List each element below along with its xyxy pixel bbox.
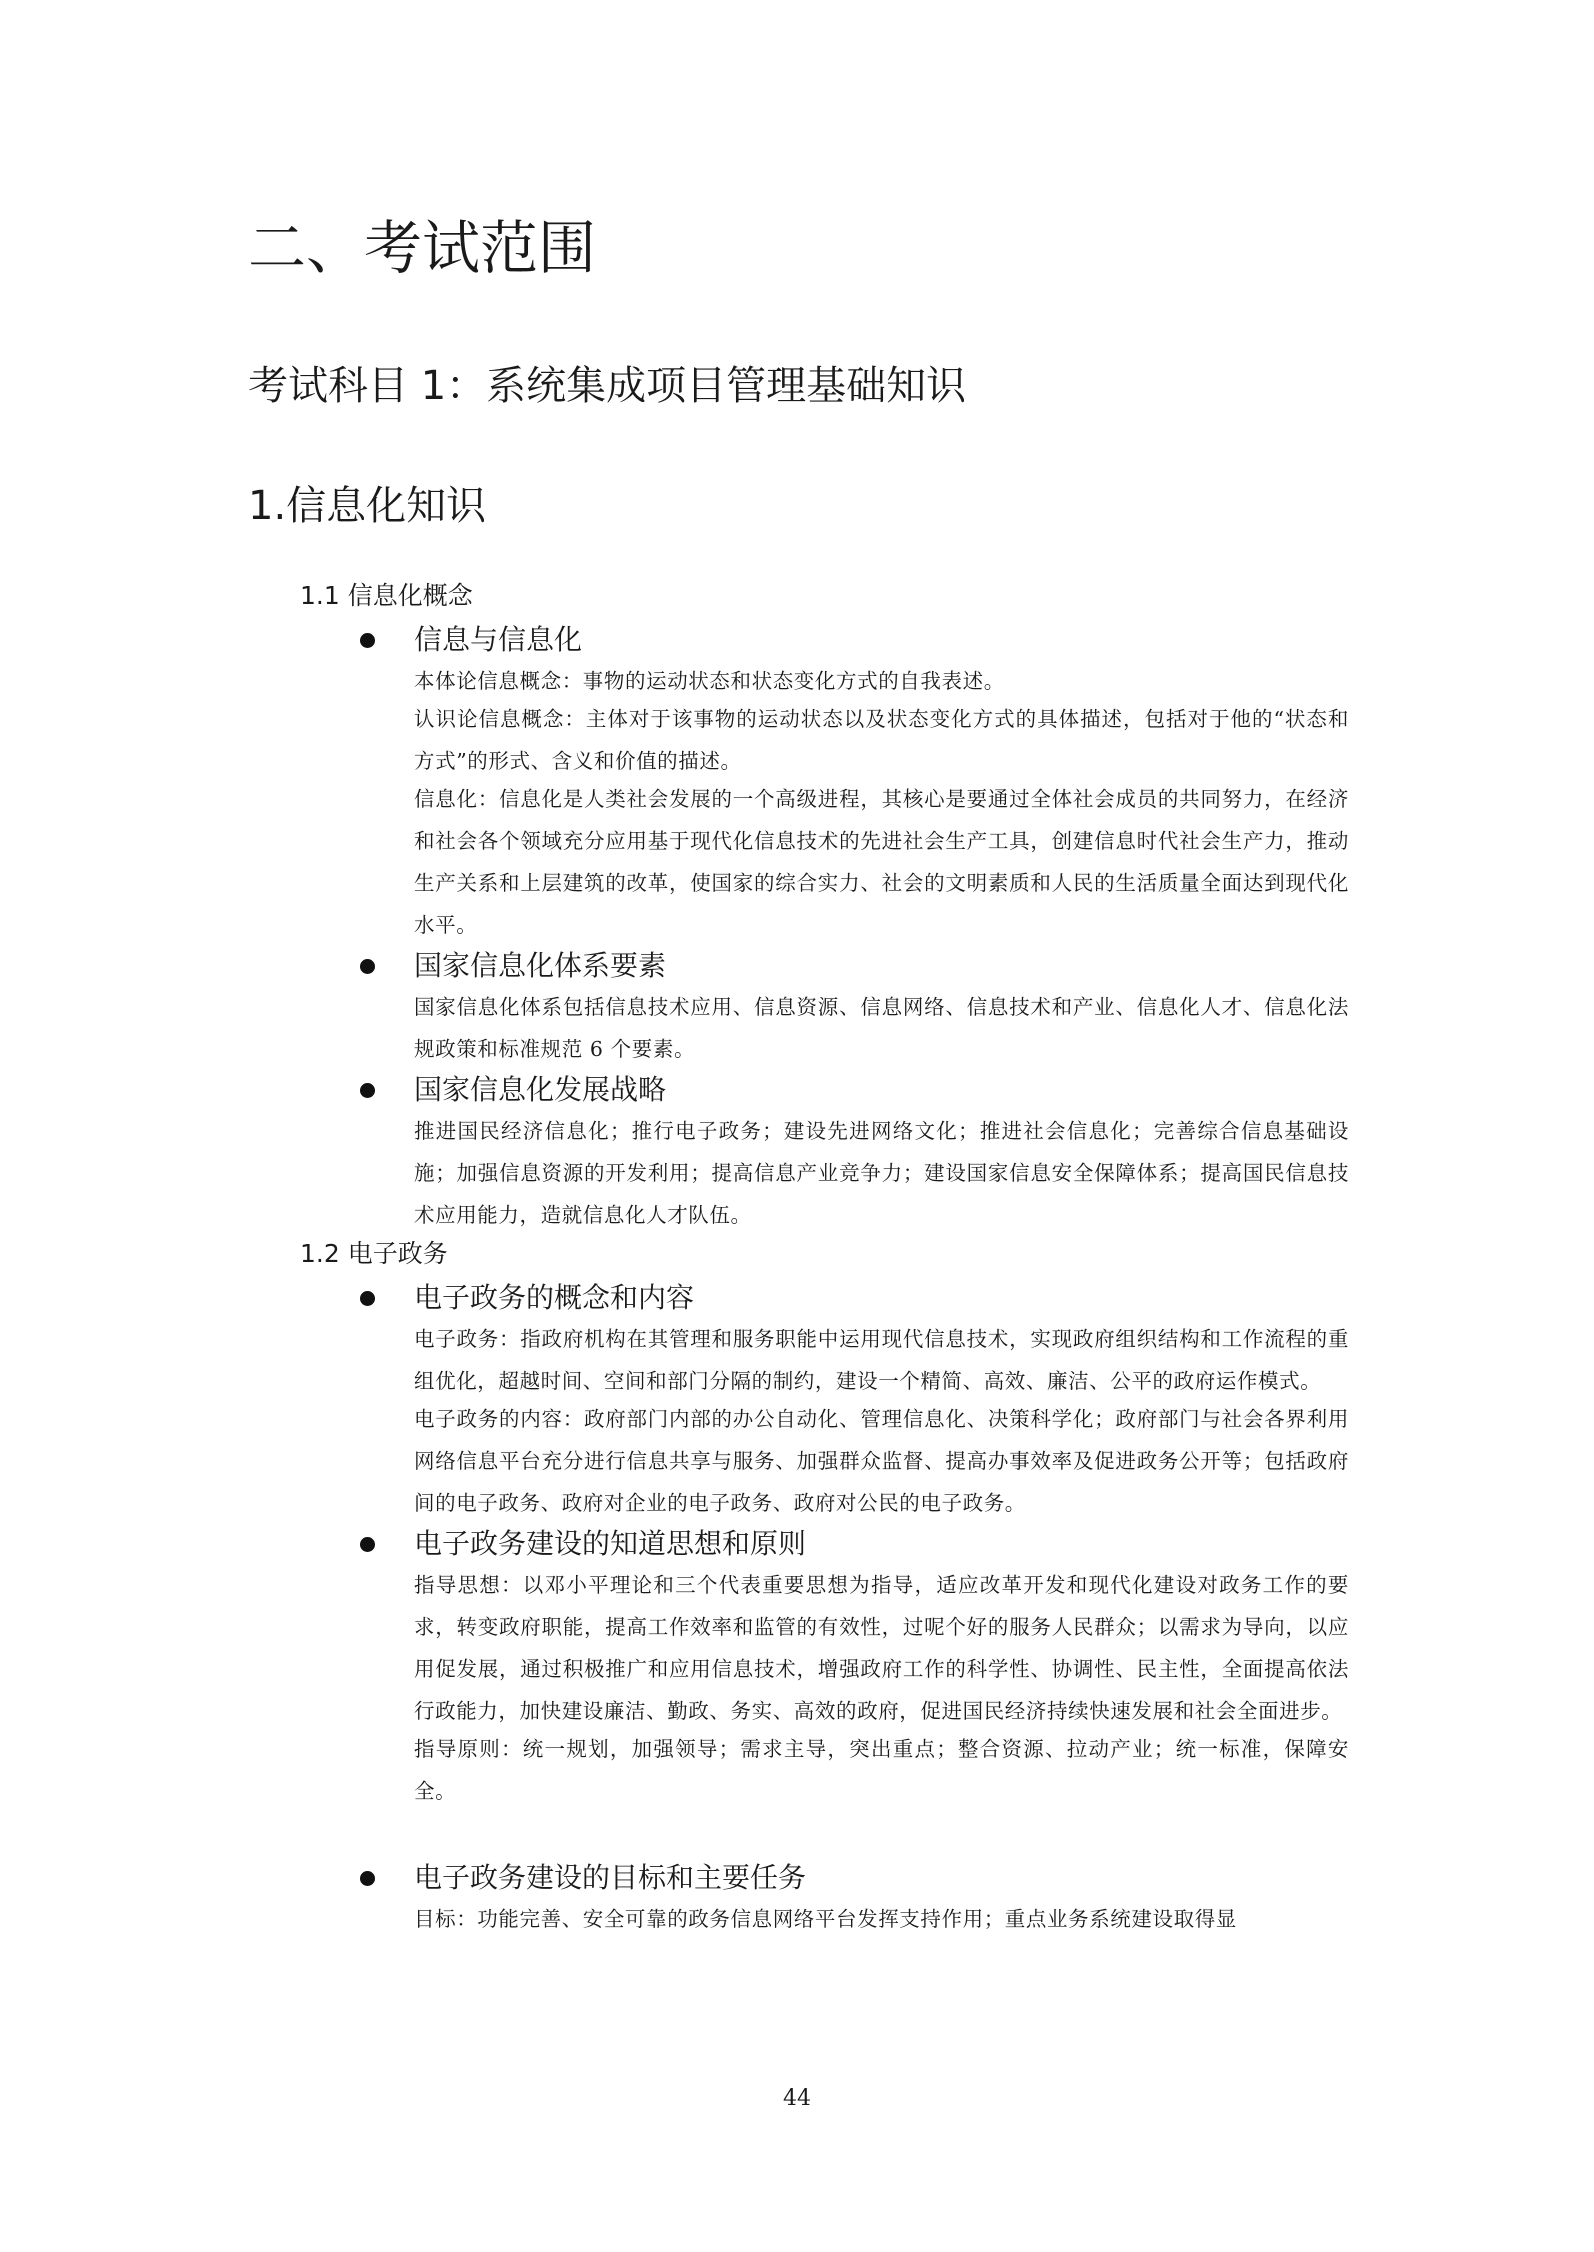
bullet-item-label: 国家信息化体系要素 bbox=[414, 949, 667, 982]
bullet-item-title bbox=[414, 1858, 1594, 1902]
bullet-item-label: 国家信息化发展战略 bbox=[414, 1073, 667, 1106]
spacer bbox=[0, 1812, 1594, 1858]
bullet-icon bbox=[360, 1083, 375, 1098]
paragraph: 电子政务的内容：政府部门内部的办公自动化、管理信息化、决策科学化；政府部门与社会各界利用网络信息平台充分进行信息共享与服务、加强群众监督、提高办事效率及促进政务公开等；包括政府间的电子政务、政府对企业的电子政务、政府对公民的电子政务。 bbox=[414, 1407, 1349, 1515]
bullet-item-title bbox=[414, 1070, 1594, 1114]
bullet-item-title bbox=[414, 1524, 1594, 1568]
bullet-icon bbox=[360, 1871, 375, 1886]
content-body bbox=[0, 578, 1594, 1940]
bullet-item-label: 电子政务建设的目标和主要任务 bbox=[414, 1861, 807, 1894]
paragraph: 认识论信息概念：主体对于该事物的运动状态以及状态变化方式的具体描述，包括对于他的“状态和方式”的形式、含义和价值的描述。 bbox=[414, 707, 1349, 773]
paragraph: 目标：功能完善、安全可靠的政务信息网络平台发挥支持作用；重点业务系统建设取得显 bbox=[414, 1907, 1237, 1931]
subsection-heading: 1.1 信息化概念 bbox=[300, 581, 473, 610]
bullet-item-label: 电子政务的概念和内容 bbox=[414, 1281, 695, 1314]
subsection-heading: 1.2 电子政务 bbox=[300, 1239, 448, 1268]
paragraph: 本体论信息概念：事物的运动状态和状态变化方式的自我表述。 bbox=[414, 669, 1005, 693]
bullet-item-title bbox=[414, 1278, 1594, 1322]
page-number: 44 bbox=[783, 2086, 811, 2111]
paragraph: 推进国民经济信息化；推行电子政务；建设先进网络文化；推进社会信息化；完善综合信息基础设施；加强信息资源的开发利用；提高信息产业竞争力；建设国家信息安全保障体系；提高国民信息技术应用能力，造就信息化人才队伍。 bbox=[414, 1119, 1349, 1227]
bullet-icon bbox=[360, 1291, 375, 1306]
bullet-item-label: 信息与信息化 bbox=[414, 623, 583, 656]
section-title: 1.信息化知识 bbox=[248, 483, 487, 529]
paragraph: 指导思想：以邓小平理论和三个代表重要思想为指导，适应改革开发和现代化建设对政务工作的要求，转变政府职能，提高工作效率和监管的有效性，过呢个好的服务人民群众；以需求为导向，以应用促发展，通过积极推广和应用信息技术，增强政府工作的科学性、协调性、民主性，全面提高依法行政能力，加快建设廉洁、勤政、务实、高效的政府，促进国民经济持续快速发展和社会全面进步。 bbox=[414, 1573, 1349, 1723]
bullet-item-title bbox=[414, 946, 1594, 990]
paragraph: 信息化：信息化是人类社会发展的一个高级进程，其核心是要通过全体社会成员的共同努力，在经济和社会各个领域充分应用基于现代化信息技术的先进社会生产工具，创建信息时代社会生产力，推动生产关系和上层建筑的改革，使国家的综合实力、社会的文明素质和人民的生活质量全面达到现代化水平。 bbox=[414, 787, 1349, 937]
subject-title: 考试科目 1：系统集成项目管理基础知识 bbox=[248, 363, 967, 409]
bullet-icon bbox=[360, 1537, 375, 1552]
paragraph: 指导原则：统一规划，加强领导；需求主导，突出重点；整合资源、拉动产业；统一标准，保障安全。 bbox=[414, 1737, 1349, 1803]
bullet-icon bbox=[360, 959, 375, 974]
bullet-item-label: 电子政务建设的知道思想和原则 bbox=[414, 1527, 807, 1560]
chapter-title: 二、考试范围 bbox=[248, 214, 597, 282]
bullet-item-title bbox=[414, 620, 1594, 664]
bullet-icon bbox=[360, 633, 375, 648]
paragraph: 国家信息化体系包括信息技术应用、信息资源、信息网络、信息技术和产业、信息化人才、信息化法规政策和标准规范 6 个要素。 bbox=[414, 995, 1349, 1061]
paragraph: 电子政务：指政府机构在其管理和服务职能中运用现代信息技术，实现政府组织结构和工作流程的重组优化，超越时间、空间和部门分隔的制约，建设一个精简、高效、廉洁、公平的政府运作模式。 bbox=[414, 1327, 1349, 1393]
